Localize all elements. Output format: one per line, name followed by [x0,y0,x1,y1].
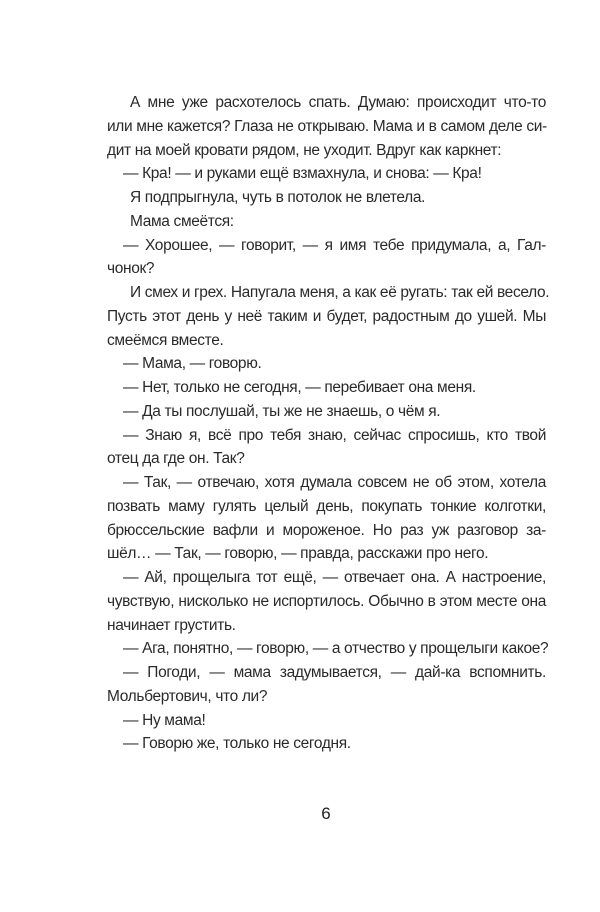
text-line: И смех и грех. Напугала меня, а как её ругать: так ей весело. [130,284,550,301]
text-line: чувствую, нисколько не испортилось. Обычно в этом месте она [107,592,546,610]
text-line: — Нет, только не сегодня, — перебивает она меня. [123,379,476,396]
text-line: чонок? [107,260,155,278]
text-line: шёл… — Так, — говорю, — правда, расскажи про него. [107,545,489,563]
text-line: А мне уже расхотелось спать. Думаю: происходит что-то [130,94,546,111]
text-line: Мольбертович, что ли? [107,687,268,705]
text-line: — Так, — отвечаю, хотя думала совсем не об этом, хотела [123,474,546,491]
text-line: брюссельские вафли и мороженое. Но раз уж разговор за- [107,521,546,539]
text-line: — Ну мама! [123,711,206,729]
text-line: Пусть этот день у неё таким и будет, радостным до ушей. Мы [107,307,546,325]
body-text [107,91,550,756]
text-line: — Говорю же, только не сегодня. [123,735,351,753]
text-line: Мама смеётся: [130,212,234,230]
text-line: отец да где он. Так? [107,450,245,468]
page-number: 6 [321,804,331,823]
text-line: позвать маму гулять целый день, покупать тонкие колготки, [107,497,546,515]
text-line: — Ай, прощелыга тот ещё, — отвечает она. А настроение, [123,569,546,586]
text-line: — Да ты послушай, ты же не знаешь, о чём я. [123,402,441,420]
text-line: — Кра! — и руками ещё взмахнула, и снова: — Кра! [123,165,482,183]
text-line: начинает грустить. [107,616,236,634]
text-line: дит на моей кровати рядом, не уходит. Вдруг как каркнет: [107,141,502,159]
text-line: Я подпрыгнула, чуть в потолок не влетела. [130,189,426,206]
text-line: смеёмся вместе. [107,331,224,349]
text-line: — Ага, понятно, — говорю, — а отчество у прощелыги какое? [123,640,549,658]
text-line: — Погоди, — мама задумывается, — дай-ка вспомнить. [123,664,546,681]
text-line: — Хорошее, — говорит, — я имя тебе придумала, а, Гал- [123,236,546,254]
text-line: — Знаю я, всё про тебя знаю, сейчас спросишь, кто твой [123,426,546,444]
text-line: — Мама, — говорю. [123,355,262,373]
text-line: или мне кажется? Глаза не открываю. Мама и в самом деле си- [107,117,547,135]
